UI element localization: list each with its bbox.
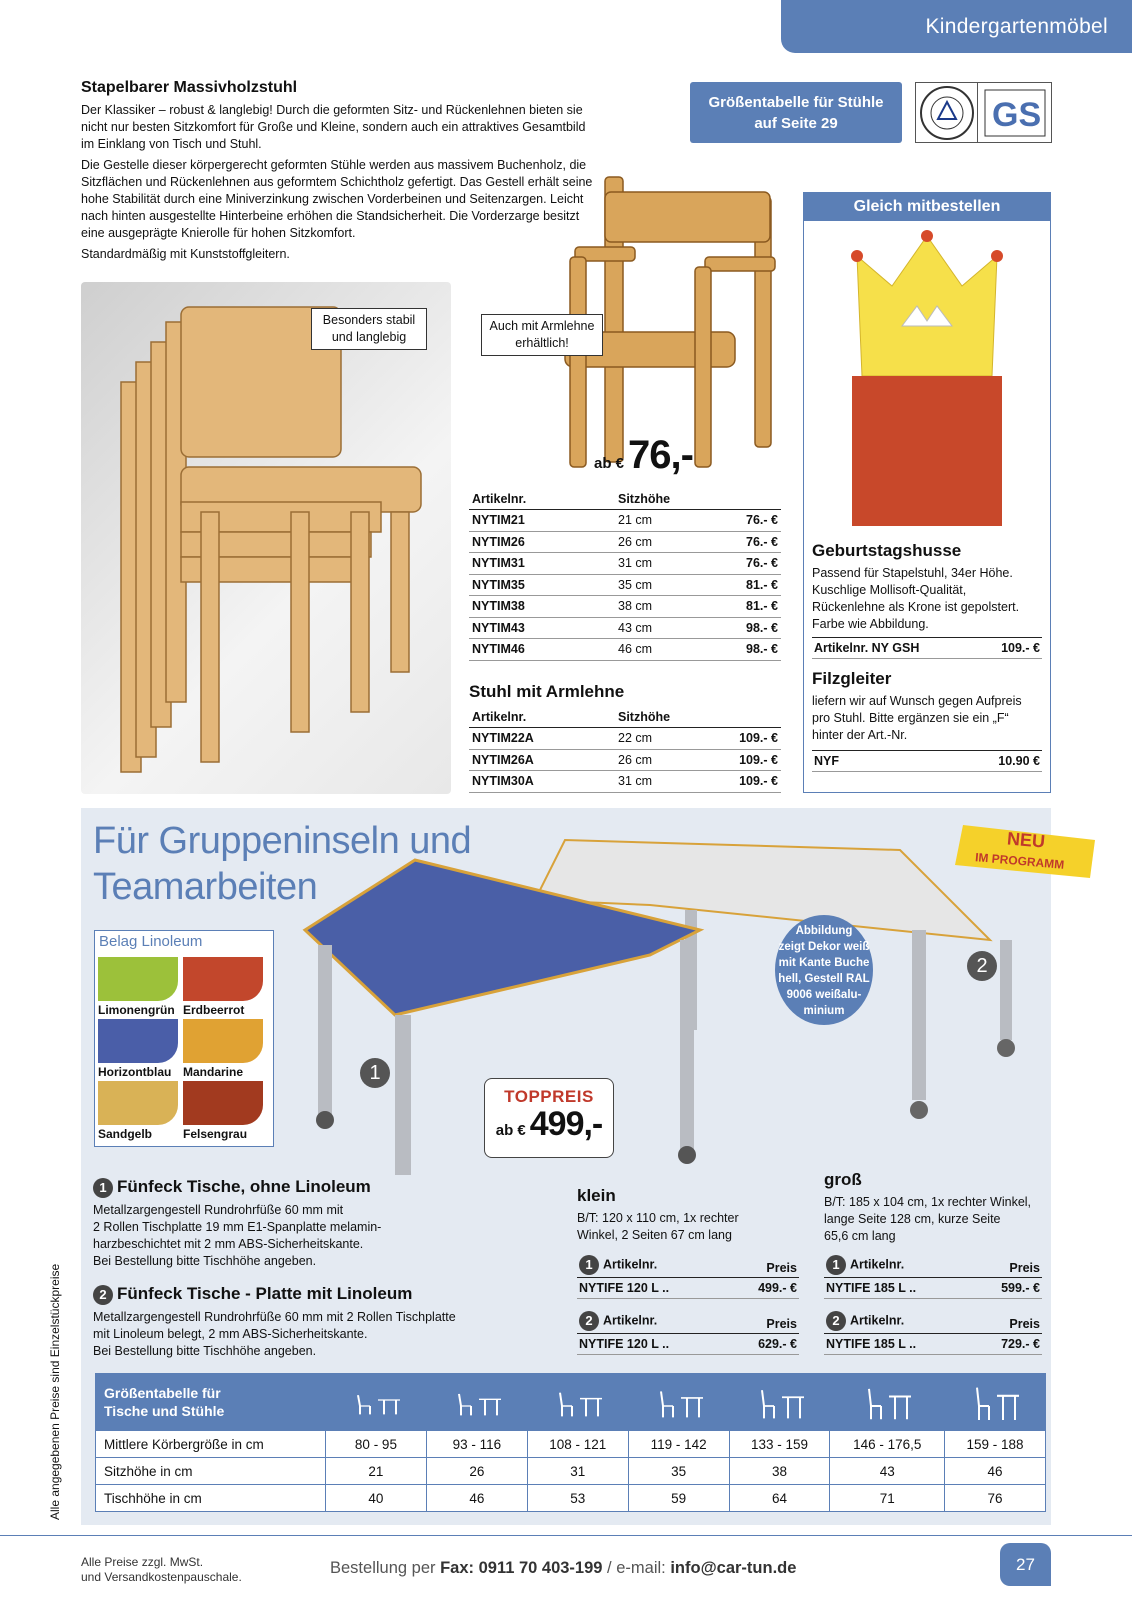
cell-code: NYTIM35	[469, 574, 615, 596]
cell-price: 76.- €	[715, 510, 781, 532]
fax-number: Fax: 0911 70 403-199	[440, 1559, 603, 1577]
intro-paragraph-3: Standardmäßig mit Kunststoffgleitern.	[81, 247, 290, 261]
category-label: Kindergartenmöbel	[925, 14, 1108, 38]
gs-logo-icon	[978, 83, 1051, 142]
size-cell: 159 - 188	[945, 1431, 1046, 1458]
cell-code: NYTIM22A	[469, 728, 615, 750]
product-2: 2 Fünfeck Tische - Platte mit Linoleum Metallzargengestell Rundrohrfüße 60 mm mit 2 Rollen Tischplatte mit Linoleum belegt, 2 mm ABS-Sicherheitskante. Bei Bestellung bitte Tischhöhe angeben.	[93, 1284, 456, 1358]
cell-price: 109.- €	[709, 749, 781, 771]
size-button-line1: Größentabelle für Stühle	[708, 93, 884, 111]
linoleum-swatches	[94, 930, 274, 1147]
table-row	[469, 728, 781, 750]
birthday-cover-desc: Passend für Stapelstuhl, 34er Höhe. Kuschlige Mollisoft-Qualität, Rückenlehne als Krone ist gepolstert. Farbe wie Abbildung.	[812, 566, 1020, 631]
table-marker-1: 1	[360, 1058, 390, 1088]
swatch-4	[98, 1081, 178, 1125]
footer-divider	[0, 1535, 1132, 1536]
cell-code: NYTIM21	[469, 510, 615, 532]
felt-glider-row: NYF 10.90 €	[812, 750, 1042, 772]
cell-height: 46 cm	[615, 639, 715, 661]
cell-height: 31 cm	[615, 553, 715, 575]
stacked-chairs-photo	[81, 282, 451, 794]
email-link[interactable]: info@car-tun.de	[670, 1559, 797, 1577]
cell-height: 43 cm	[615, 617, 715, 639]
cell-code: NYTIM38	[469, 596, 615, 618]
table-marker-2: 2	[967, 951, 997, 981]
size-cell: 26	[426, 1458, 527, 1485]
size-cell: 40	[326, 1485, 427, 1512]
cell-price: 81.- €	[715, 596, 781, 618]
price-note: Alle angegebenen Preise sind Einzelstückpreise	[48, 1263, 62, 1520]
table-row	[469, 749, 781, 771]
svg-text:GS: GS	[991, 95, 1041, 134]
swatch-0	[98, 957, 178, 1001]
chair-table-size-icon	[628, 1374, 729, 1431]
size-cell: 119 - 142	[628, 1431, 729, 1458]
order-extras-header: Gleich mitbestellen	[804, 193, 1050, 221]
armchair-callout: Auch mit Armlehne erhältlich!	[481, 314, 603, 356]
size-row-label: Sitzhöhe in cm	[96, 1458, 326, 1485]
chair-table-size-icon	[729, 1374, 830, 1431]
category-tab	[781, 0, 1132, 53]
intro-paragraph-2: Die Gestelle dieser körpergerecht geformten Stühle werden aus massivem Buchenholz, die Sitzflächen und Rückenlehnen aus geformtem Schichtholz gefertigt. Das Gestell erhält seine hohe Stabilität durch eine Miniverzinkung zwischen Vorderbeinen und Seitenzargen. Leicht nach hinten ausgestellte Hinterbeine erhöhen die Standsicherheit. Die Vorderzarge besitzt eine ausgeprägte Knierolle für hohen Sitzkomfort.	[81, 158, 593, 240]
size-cell: 108 - 121	[527, 1431, 628, 1458]
swatch-label: Sandgelb	[98, 1127, 153, 1141]
chair-table-size-icon	[945, 1374, 1046, 1431]
cell-price: 98.- €	[715, 617, 781, 639]
swatch-label: Mandarine	[183, 1065, 244, 1079]
table-row	[469, 574, 781, 596]
table-row	[469, 510, 781, 532]
section-title: Für Gruppeninseln und Teamarbeiten	[93, 820, 472, 908]
size-row	[96, 1458, 1046, 1485]
size-cell: 31	[527, 1458, 628, 1485]
table-row	[469, 596, 781, 618]
birthday-cover-row: Artikelnr. NY GSH 109.- €	[812, 637, 1042, 659]
swatch-label: Erdbeerrot	[183, 1003, 245, 1017]
size-cell: 38	[729, 1458, 830, 1485]
size-cell: 64	[729, 1485, 830, 1512]
cell-code: NYTIM30A	[469, 771, 615, 793]
chair-table-size-icon	[830, 1374, 945, 1431]
size-cell: 46	[426, 1485, 527, 1512]
armchair-table-title: Stuhl mit Armlehne	[469, 682, 625, 701]
product-1: 1 Fünfeck Tische, ohne Linoleum Metallzargengestell Rundrohrfüße 60 mm mit 2 Rollen Tischplatte 19 mm E1-Spanplatte melamin- harzbeschichtet mit 2 mm ABS-Sicherheitskante. Bei Bestellung bitte Tischhöhe angeben.	[93, 1177, 382, 1268]
product-title: Stapelbarer Massivholzstuhl	[81, 79, 298, 96]
chair-table-size-icon	[527, 1374, 628, 1431]
swatch-1	[183, 957, 263, 1001]
stable-callout: Besonders stabil und langlebig	[311, 308, 427, 350]
swatch-3	[183, 1019, 263, 1063]
cell-code: NYTIM26A	[469, 749, 615, 771]
table-row	[469, 531, 781, 553]
cell-height: 26 cm	[615, 749, 709, 771]
swatch-5	[183, 1081, 263, 1125]
chair-table-size-icon	[326, 1374, 427, 1431]
table-row	[469, 617, 781, 639]
cell-price: 109.- €	[709, 728, 781, 750]
birthday-cover-title: Geburtstagshusse	[812, 541, 962, 560]
cell-code: NYTIM31	[469, 553, 615, 575]
cell-price: 98.- €	[715, 639, 781, 661]
size-cell: 53	[527, 1485, 628, 1512]
swatch-label: Felsengrau	[183, 1127, 248, 1141]
size-row	[96, 1485, 1046, 1512]
size-row	[96, 1431, 1046, 1458]
cell-height: 35 cm	[615, 574, 715, 596]
size-cell: 59	[628, 1485, 729, 1512]
table-row	[469, 553, 781, 575]
felt-glider-title: Filzgleiter	[812, 669, 892, 688]
size-cell: 46	[945, 1458, 1046, 1485]
pentagon-tables-photo	[300, 820, 1060, 1180]
top-price-badge: TOPPREIS ab € 499,-	[484, 1078, 614, 1158]
size-cell: 146 - 176,5	[830, 1431, 945, 1458]
size-table-header: Größentabelle für Tische und Stühle	[96, 1374, 326, 1431]
size-button-line2: auf Seite 29	[754, 114, 838, 132]
cell-height: 26 cm	[615, 531, 715, 553]
table-row	[469, 639, 781, 661]
cell-price: 109.- €	[709, 771, 781, 793]
swatch-label: Limonengrün	[98, 1003, 175, 1017]
footer-order-info: Bestellung per Fax: 0911 70 403-199 / e-mail: info@car-tun.de	[330, 1559, 797, 1577]
cell-height: 31 cm	[615, 771, 709, 793]
size-cell: 43	[830, 1458, 945, 1485]
intro-paragraph-1: Der Klassiker – robust & langlebig! Durch die geformten Sitz- und Rückenlehnen bieten sie nicht nur besten Sitzkomfort für Große und Kleine, sondern auch ein attraktives Gesamtbild im Einklang von Tisch und Stuhl.	[81, 103, 586, 151]
size-cell: 71	[830, 1485, 945, 1512]
table-row	[469, 771, 781, 793]
cell-height: 21 cm	[615, 510, 715, 532]
order-extras-box	[803, 192, 1051, 793]
swatch-label: Horizontblau	[98, 1065, 172, 1079]
size-cell: 80 - 95	[326, 1431, 427, 1458]
linoleum-title: Belag Linoleum	[99, 933, 203, 950]
size-table	[95, 1373, 1046, 1512]
footer-tax-note: Alle Preise zzgl. MwSt. und Versandkostenpauschale.	[81, 1555, 242, 1584]
birthday-cover-photo	[804, 221, 1050, 541]
cell-price: 76.- €	[715, 531, 781, 553]
cell-code: NYTIM46	[469, 639, 615, 661]
certification-logos	[915, 82, 1052, 143]
swatch-2	[98, 1019, 178, 1063]
size-cell: 76	[945, 1485, 1046, 1512]
small-table-info: klein B/T: 120 x 110 cm, 1x rechter Winkel, 2 Seiten 67 cm lang 1 Artikelnr. Preis NYTIFE 120 L .. 499.- € 2 Artikelnr. Preis NYTIFE 120 L .. 629.- €	[577, 1186, 799, 1355]
chair-price: ab € 76,-	[594, 433, 693, 477]
size-row-label: Tischhöhe in cm	[96, 1485, 326, 1512]
size-cell: 21	[326, 1458, 427, 1485]
size-cell: 133 - 159	[729, 1431, 830, 1458]
new-badge: NEU IM PROGRAMM	[955, 820, 1100, 880]
decor-note-badge: Abbildung zeigt Dekor weiß mit Kante Buche hell, Gestell RAL 9006 weißalu- minium	[775, 915, 873, 1025]
product-description	[81, 102, 596, 267]
size-cell: 93 - 116	[426, 1431, 527, 1458]
large-table-info: groß B/T: 185 x 104 cm, 1x rechter Winkel, lange Seite 128 cm, kurze Seite 65,6 cm lang 1 Artikelnr. Preis NYTIFE 185 L .. 599.- € 2 Artikelnr. Preis NYTIFE 185 L .. 729.- €	[824, 1170, 1042, 1355]
chair-table-size-icon	[426, 1374, 527, 1431]
size-row-label: Mittlere Körbergröße in cm	[96, 1431, 326, 1458]
cell-price: 76.- €	[715, 553, 781, 575]
size-table-button[interactable]	[690, 82, 902, 143]
page-number: 27	[1000, 1543, 1051, 1586]
chair-price-table: Artikelnr. Sitzhöhe NYTIM21 21 cm 76.- € NYTIM26 26 cm 76.- € NYTIM31 31 cm 76.- € NYTIM35 35 cm 81.- € NYTIM38 38 cm 81.- € NYTIM43 43 cm 98.- € NYTIM46 46 cm 98.- €	[469, 489, 781, 661]
cell-code: NYTIM26	[469, 531, 615, 553]
cell-code: NYTIM43	[469, 617, 615, 639]
tuv-seal-icon	[916, 83, 978, 142]
cell-height: 22 cm	[615, 728, 709, 750]
size-cell: 35	[628, 1458, 729, 1485]
cell-price: 81.- €	[715, 574, 781, 596]
felt-glider-desc: liefern wir auf Wunsch gegen Aufpreis pro Stuhl. Bitte ergänzen sie ein „F“ hinter der Art.-Nr.	[812, 694, 1022, 742]
armchair-price-table: Artikelnr. Sitzhöhe NYTIM22A 22 cm 109.- € NYTIM26A 26 cm 109.- € NYTIM30A 31 cm 109.- €	[469, 707, 781, 793]
cell-height: 38 cm	[615, 596, 715, 618]
